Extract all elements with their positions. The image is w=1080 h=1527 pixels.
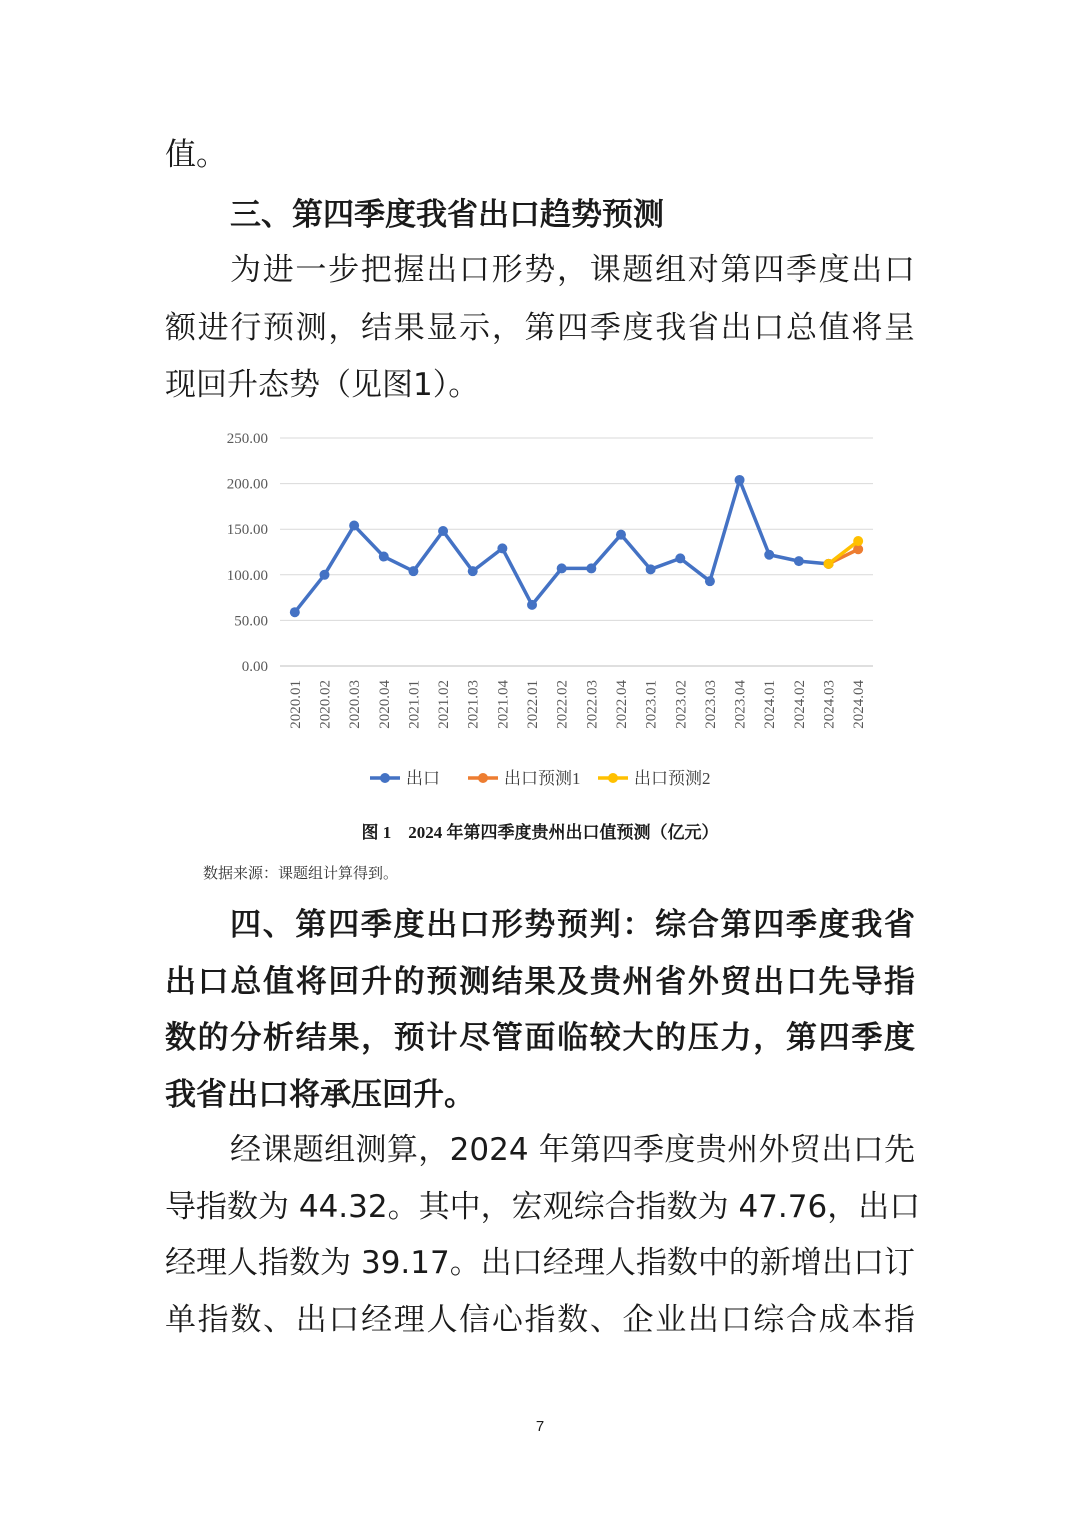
x-tick-label: 2021.04 [495, 680, 512, 729]
data-point [824, 559, 834, 569]
data-point [735, 475, 745, 485]
y-tick-label: 50.00 [234, 613, 268, 630]
y-tick-label: 150.00 [226, 522, 268, 539]
data-point [468, 566, 478, 576]
data-point [794, 556, 804, 566]
data-point [290, 607, 300, 617]
section-heading: 三、第四季度我省出口趋势预测 [230, 197, 664, 233]
data-point [319, 570, 329, 580]
figure-source-note: 数据来源：课题组计算得到。 [203, 866, 399, 882]
paragraph-line: 现回升态势（见图1）。 [165, 367, 480, 403]
legend-label: 出口 [406, 769, 440, 788]
legend-marker [380, 773, 390, 783]
y-tick-label: 0.00 [241, 659, 268, 675]
data-point [497, 543, 507, 553]
paragraph-line: 额进行预测，结果显示，第四季度我省出口总值将呈 [165, 309, 915, 346]
legend-marker [478, 773, 488, 783]
data-point [616, 530, 626, 540]
paragraph-line: 单指数、出口经理人信心指数、企业出口综合成本指 [165, 1301, 915, 1338]
data-point [586, 563, 596, 573]
data-point [527, 600, 537, 610]
y-tick-label: 100.00 [226, 567, 268, 584]
section3-heading [165, 195, 915, 235]
x-tick-label: 2023.01 [643, 680, 660, 729]
x-tick-label: 2023.03 [702, 680, 719, 729]
data-point [705, 576, 715, 586]
paragraph-line: 经课题组测算，2024 年第四季度贵州外贸出口先 [230, 1132, 915, 1168]
data-point [764, 550, 774, 560]
paragraph-line: 出口总值将回升的预测结果及贵州省外贸出口先导指 [165, 963, 915, 1000]
paragraph-line: 四、第四季度出口形势预判：综合第四季度我省 [230, 907, 915, 943]
x-tick-label: 2022.03 [584, 680, 601, 729]
y-tick-label: 200.00 [226, 476, 268, 493]
section4-body-paragraph [165, 1122, 921, 1348]
paragraph-line: 数的分析结果，预计尽管面临较大的压力，第四季度 [165, 1020, 915, 1056]
paragraph-line: 我省出口将承压回升。 [165, 1076, 475, 1113]
data-point [557, 563, 567, 573]
x-tick-label: 2020.02 [317, 680, 334, 729]
paragraph-line: 经理人指数为 39.17。出口经理人指数中的新增出口订 [165, 1245, 915, 1281]
y-tick-label: 250.00 [226, 431, 268, 447]
x-tick-label: 2020.01 [287, 680, 304, 729]
page-number: 7 [535, 1418, 545, 1435]
x-tick-label: 2024.03 [821, 680, 838, 729]
x-tick-label: 2023.04 [732, 680, 749, 729]
paragraph-line: 值。 [165, 137, 227, 173]
x-tick-label: 2024.04 [851, 680, 868, 729]
x-tick-label: 2021.03 [465, 680, 482, 729]
data-point [646, 564, 656, 574]
x-tick-label: 2024.01 [762, 680, 779, 729]
x-tick-label: 2022.02 [554, 680, 571, 729]
legend-label: 出口预测2 [634, 769, 711, 788]
x-tick-label: 2020.03 [347, 680, 364, 729]
x-tick-label: 2023.02 [673, 680, 690, 729]
section3-paragraph [165, 242, 915, 415]
x-tick-label: 2020.04 [376, 680, 393, 729]
series-line-1 [295, 480, 829, 612]
data-point [349, 521, 359, 531]
data-point [675, 553, 685, 563]
section4-heading-paragraph [165, 897, 915, 1123]
x-tick-label: 2024.02 [791, 680, 808, 729]
x-tick-label: 2022.04 [613, 680, 630, 729]
export-forecast-chart [190, 420, 890, 800]
data-point [438, 526, 448, 536]
legend-marker [608, 773, 618, 783]
x-tick-label: 2021.01 [406, 680, 423, 729]
x-tick-label: 2021.02 [436, 680, 453, 729]
top-fragment [165, 135, 915, 175]
legend-label: 出口预测1 [504, 769, 581, 788]
data-point [408, 566, 418, 576]
x-tick-label: 2022.01 [525, 680, 542, 729]
data-point [853, 536, 863, 546]
paragraph-line: 导指数为 44.32。其中，宏观综合指数为 47.76，出口 [165, 1188, 921, 1225]
figure-caption: 图 1 2024 年第四季度贵州出口值预测（亿元） [361, 823, 719, 842]
paragraph-line: 为进一步把握出口形势，课题组对第四季度出口 [230, 252, 915, 288]
data-point [379, 552, 389, 562]
